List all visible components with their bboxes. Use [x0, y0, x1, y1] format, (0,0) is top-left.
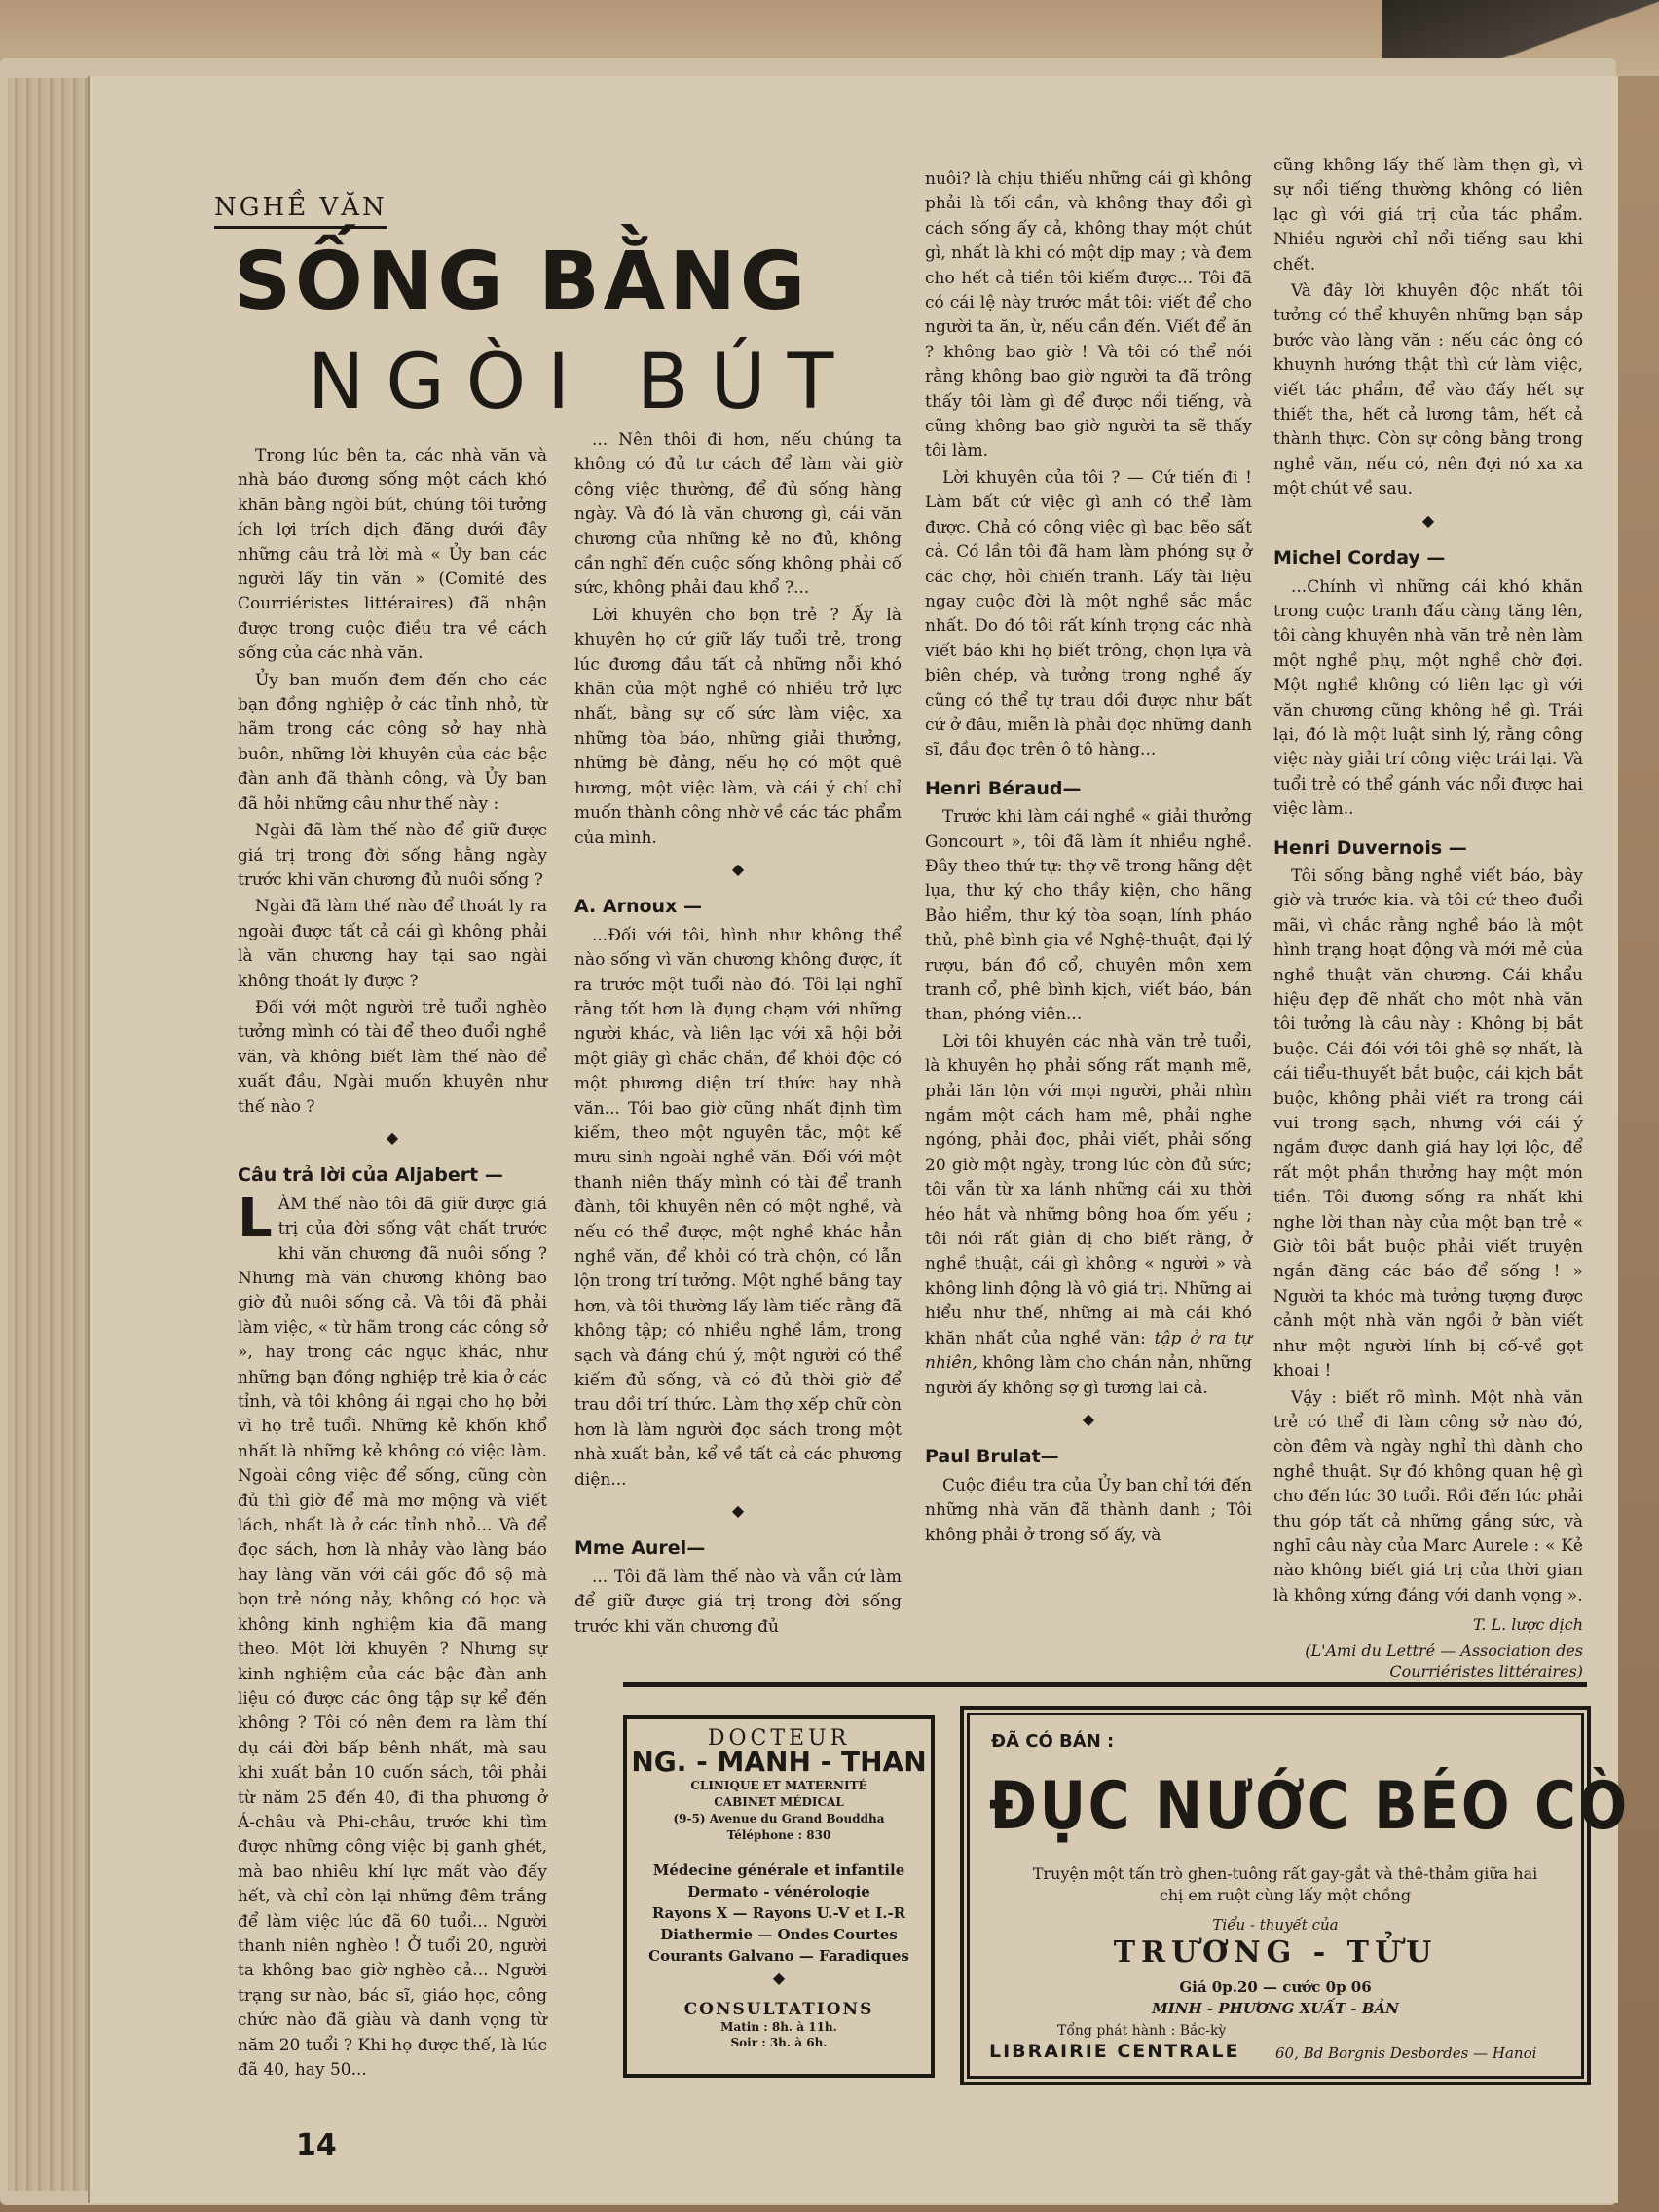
emphasis: tập ở ra tự nhiên,	[925, 1328, 1252, 1374]
page-number: 14	[296, 2128, 337, 2162]
answer-text: ...Đối với tôi, hình như không thể nào sống vì văn chương không được, ít ra trước một tuổi nào đó. Tôi lại nghĩ rằng tốt hơn là đụng chạm với những người khác, và liên lạc với xã hội bởi một giây gì chắc chắn, để khỏi độc có một phương diện trí thức hay nhà văn... Tôi bao giờ cũng nhất định tìm kiếm, theo một nguyên tắc, một kế mưu sinh ngoài nghề văn. Đối với một thanh niên thấy mình có tài để tranh đành, tôi khuyên nên có một nghề, và nếu có thể được, một nghề khác hẳn nghề văn, để khỏi có trà chộn, có lẫn lộn trong trí tưởng. Một nghề bằng tay hơn, và tôi thường lấy làm tiếc rằng đã không tập; có nhiều nghề lắm, trong sạch và đáng chú ý, một người có thể kiếm đủ sống, và có đủ thời giờ để trau dồi trí thức. Làm thợ xếp chữ còn hơn là làm người đọc sách trong một nhà xuất bản, kể về tất cả các phương diện...	[574, 925, 902, 1490]
paragraph: Lời khuyên của tôi ? — Cứ tiến đi ! Làm bất cứ việc gì anh có thể làm được. Chả có công việc gì bạc bẽo sất cả. Có lần tôi đã ham làm phóng sự ở các chợ, hỏi chiến tranh. Lấy tài liệu ngay cuộc đời là một nghề sắc mắc nhất. Do đó tôi rất kính trọng các nhà viết báo khi họ biết trông, chọn lựa và biên chép, và tưởng trong nghề ấy cũng có thể tự trau dồi được như bất cứ ở đâu, miễn là phải đọc những danh sĩ, đầu đọc trên ô tô hàng...	[925, 467, 1252, 760]
answer-text: ÀM thế nào tôi đã giữ được giá trị của đời sống vật chất trước khi văn chương đã nuôi sống ? Nhưng mà văn chương không bao giờ đủ nuôi sống cả. Và tôi đã phải làm việc, « từ hãm trong các công sở », hay trong các ngục khác, như những bạn đồng nghiệp trẻ kia ở các tỉnh, và tôi không ái ngại cho họ bởi vì họ trẻ tuổi. Những kẻ khốn khổ nhất là những kẻ không có việc làm. Ngoài công việc để sống, cũng còn đủ thì giờ để mà mơ mộng và viết lách, nhất là ở các tỉnh nhỏ... Và để đọc sách, hơn là nhảy vào làng báo hay làng văn với cái gốc đồ sộ mà bọn trẻ nóng nảy, không có học và không kinh nghiệm kia đã mang theo. Một lời khuyên ? Nhưng sự kinh nghiệm của các bậc đàn anh liệu có được các ông tập sự kể đến không ? Tôi có nên đem ra làm thí dụ cái đời bấp bênh nhất, mà sau khi xuất bản 10 cuốn sách, tôi phải từ năm 25 đến 40, đi tha phương ở Á-châu và Phi-châu, trước khi tìm được những công việc bị ganh ghét, mà bao nhiêu khí lực mất vào đấy hết, và chỉ còn lại những đêm trắng để làm việc lúc đã 60 tuổi... Người thanh niên nghèo ! Ở tuổi 20, người ta không bao giờ nghèo cả... Người trạng sư nào, bác sĩ, giáo học, công chức nào đã giàu và danh vọng từ năm 20 tuổi ? Khi họ được thế, là lúc đã 40, hay 50...	[238, 1194, 547, 2080]
paragraph: cũng không lấy thế làm thẹn gì, vì sự nổi tiếng thường không có liên lạc gì với giá trị của tác phẩm. Nhiều người chỉ nổi tiếng sau khi chết.	[1273, 156, 1583, 275]
ad-book-description: Truyện một tấn trò ghen-tuông rất gay-gắt và thê-thảm giữa hai chị em ruột cùng lấy một chồng	[1032, 1864, 1538, 1904]
separator-diamond: ◆	[731, 1501, 745, 1521]
section-label: NGHỀ VĂN	[214, 193, 387, 229]
intro-paragraph: Trong lúc bên ta, các nhà văn và nhà báo đương sống một cách khó khăn bằng ngòi bút, chúng tôi tưởng ích lợi trích dịch đăng dưới đây những câu trả lời mà « Ủy ban các người lấy tin văn » (Comité des Courriéristes littéraires) đã nhận được trong cuộc điều tra về cách sống của các nhà văn.	[238, 446, 547, 664]
ad-available-label: ĐÃ CÓ BÁN :	[991, 1731, 1115, 1751]
column-1	[238, 444, 547, 2084]
article-title-line2: NGÒI BÚT	[308, 339, 856, 426]
answer-heading: Henri Béraud—	[925, 777, 1082, 799]
paragraph: Và đây lời khuyên độc nhất tôi tưởng có thể khuyên những bạn sắp bước vào làng văn : nếu các ông có khuynh hướng thật thì cứ làm việc, viết tác phẩm, để vào đấy hết sự thiết tha, hết cả lương tâm, hết cả thành thực. Còn sự công bằng trong nghề văn, nếu có, nên đợi nó xa xa một chút về sau.	[1273, 281, 1583, 499]
ad-doctor-label: DOCTEUR	[707, 1726, 851, 1751]
answer-text: Cuộc điều tra của Ủy ban chỉ tới đến những nhà văn đã thành danh ; Tôi không phải ở trong số ấy, và	[925, 1475, 1252, 1545]
answer-heading: Mme Aurel—	[574, 1537, 706, 1560]
ad-line: CLINIQUE ET MATERNITÉ	[690, 1779, 867, 1792]
separator-diamond: ◆	[1082, 1409, 1095, 1428]
separator-diamond: ◆	[731, 859, 745, 878]
answer-heading: Michel Corday —	[1273, 547, 1446, 570]
intro-paragraph: Ủy ban muốn đem đến cho các bạn đồng nghiệp ở các tỉnh nhỏ, từ hãm trong các công sở hay nhà buôn, những lời khuyên của các bậc đàn anh đã thành công, và Ủy ban đã hỏi những câu như thế này :	[238, 670, 547, 814]
answer-text: Tôi sống bằng nghề viết báo, bây giờ và trước kia. và tôi cứ theo đuổi mãi, vì chắc rằng nghề báo là một hình trạng hoạt động và mới mẻ của nghề thuật văn chương. Cái khẩu hiệu đẹp đẽ nhất cho một nhà văn tôi tưởng là câu này : Không bị bắt buộc. Cái đói với tôi ghê sợ nhất, là cái tiểu-thuyết bắt buộc, cái kịch bắt buộc, không phải viết ra trong cái vui trong sạch, nhưng với cái ý ngắm được danh giá hay lợi lộc, để rất một phần thưởng hay một món tiền. Tôi đương sống ra nhất khi nghe lời than này của một bạn trẻ « Giờ tôi bắt buộc phải viết truyện ngắn đăng các báo để sống ! » Người ta khóc mà tưởng tượng được cảnh một nhà văn ngồi ở bàn viết như một người lính bị cố-về gọt khoai !	[1273, 866, 1583, 1382]
ad-book-publisher: MINH - PHƯƠNG XUẤT - BẢN	[1152, 2000, 1399, 2017]
drop-cap: L	[238, 1186, 273, 1250]
answer-text-part: Lời tôi khuyên các nhà văn trẻ tuổi, là khuyên họ phải sống rất mạnh mẽ, phải lăn lộn với mọi người, phải nhìn ngắm một cách ham mê, phải nghe ngóng, phải đọc, phải viết, phải sống 20 giờ một ngày, trong lúc còn đủ sức; tôi vẫn từ xa lánh những cái xu thời héo hắt và những bông hoa ốm yếu ; tôi nói rất giản dị cho biết rằng, ở nghề thuật, cái gì không « người » và không linh động là vô giá trị. Những ai hiểu như thế, những ai mà cái khó khăn nhất của nghề văn:	[925, 1031, 1252, 1348]
answer-text: Trước khi làm cái nghề « giải thưởng Goncourt », tôi đã làm ít nhiều nghề. Đây theo thứ tự: thợ vẽ trong hãng dệt lụa, thư ký cho thầy kiện, cho hãng Bảo hiểm, thư ký tòa soạn, lính pháo thủ, phê bình gia về Nghệ-thuật, đại lý rượu, bán đồ cổ, chuyên môn xem tranh cổ, phê bình kịch, viết báo, bán than, phóng viên...	[925, 807, 1252, 1025]
separator-diamond: ◆	[386, 1127, 399, 1147]
ad-book-library: LIBRAIRIE CENTRALE	[989, 2041, 1240, 2062]
ad-book-genre: Tiểu - thuyết của	[1212, 1916, 1339, 1934]
ad-service: Courants Galvano — Faradiques	[648, 1947, 909, 1965]
separator-diamond: ◆	[772, 1969, 786, 1987]
ad-service: Rayons X — Rayons U.-V et I.-R	[651, 1904, 906, 1922]
ad-book-title: ĐỤC NƯỚC BÉO CÒ	[989, 1768, 1630, 1845]
source-credit: (L'Ami du Lettré — Association des Courriéristes littéraires)	[1305, 1641, 1583, 1681]
column-2	[574, 428, 902, 1641]
question: Đối với một người trẻ tuổi nghèo tưởng mình có tài để theo đuổi nghề văn, và không biết làm thế nào để xuất đầu, Ngài muốn khuyên như thế nào ?	[238, 997, 547, 1117]
translator-credit: T. L. lược dịch	[1472, 1615, 1583, 1635]
question: Ngài đã làm thế nào để giữ được giá trị trong đời sống hằng ngày trước khi văn chương đủ nuôi sống ?	[238, 821, 547, 890]
ad-line: (9-5) Avenue du Grand Bouddha	[673, 1812, 885, 1825]
ad-hours: Soir : 3h. à 6h.	[730, 2036, 828, 2049]
answer-text: ... Tôi đã làm thế nào và vẫn cứ làm để giữ được giá trị trong đời sống trước khi văn chương đủ	[574, 1567, 902, 1637]
ad-service: Diathermie — Ondes Courtes	[660, 1926, 898, 1943]
answer-heading: Paul Brulat—	[925, 1446, 1059, 1468]
ad-line: CABINET MÉDICAL	[714, 1795, 844, 1809]
ad-services	[627, 1860, 931, 1967]
ad-book-distributor: Tổng phát hành : Bắc-kỳ	[1057, 2023, 1227, 2039]
paragraph: ... Nên thôi đi hơn, nếu chúng ta không có đủ tư cách để làm vài giờ công việc thường, để đủ sống hàng ngày. Và đó là văn chương gì, cái văn chương của những kẻ no đủ, không cần nghĩ đến cuộc sống không phải cố sức, không phải đau khổ ?...	[574, 430, 902, 599]
answer-heading: Câu trả lời của Aljabert —	[238, 1164, 503, 1187]
ad-line: Téléphone : 830	[726, 1828, 831, 1842]
paragraph: Lời khuyên cho bọn trẻ ? Ấy là khuyên họ cứ giữ lấy tuổi trẻ, trong lúc đương đầu tất cả những nỗi khó khăn của một nghề có nhiều trở lực nhất, bằng sự cố sức làm việc, xa những tòa báo, những giải thưởng, những bè đảng, nếu họ có một quê hương, một việc làm, và cái ý chí chỉ muốn thành công nhờ về các tác phẩm của mình.	[574, 605, 902, 848]
article-title-line1: SỐNG BẰNG	[234, 236, 810, 328]
answer-text: ...Chính vì những cái khó khăn trong cuộc tranh đấu càng tăng lên, tôi càng khuyên nhà văn trẻ nên làm một nghề phụ, một nghề chờ đợi. Một nghề không có liên lạc gì với văn chương cũng không hề gì. Trái lại, đó là một luật sinh lý, rằng công việc này giải trí công việc trái lại. Và tuổi trẻ có thể gánh vác nổi được hai việc làm..	[1273, 576, 1583, 820]
ad-book-address: 60, Bd Borgnis Desbordes — Hanoi	[1275, 2045, 1537, 2062]
ad-doctor-name: NG. - MANH - THAN	[631, 1746, 927, 1778]
column-4	[1273, 154, 1583, 1681]
answer-heading: A. Arnoux —	[574, 896, 702, 918]
paragraph: nuôi? là chịu thiếu những cái gì không phải là tối cần, và không thay đổi gì cách sống ấy cả, không thay một chút gì, nhất là khi có một dịp may ; và đem cho hết cả tiền tôi kiếm được... Tôi đã có cái lệ này trước mắt tôi: viết để cho người ta ăn, ừ, nếu cần đến. Viết để ăn ? không bao giờ ! Và tôi có thể nói rằng không bao giờ người ta đã trông thấy tôi làm gì để được nổi tiếng, và cũng không bao giờ người ta sẽ thấy tôi làm.	[925, 169, 1252, 461]
ad-service: Médecine générale et infantile	[652, 1862, 905, 1879]
column-3	[925, 167, 1252, 1550]
answer-heading: Henri Duvernois —	[1273, 836, 1467, 859]
separator-diamond: ◆	[1421, 510, 1435, 530]
question: Ngài đã làm thế nào để thoát ly ra ngoài được tất cả cái gì không phải là văn chương hay tại sao ngài không thoát ly được ?	[238, 897, 547, 991]
answer-text: Vậy : biết rõ mình. Một nhà văn trẻ có thể đi làm công sở nào đó, còn đêm và ngày nghỉ thì dành cho nghề thuật. Sự đó không quan hệ gì cho đến lúc 30 tuổi. Rồi đến lúc phải thu góp tất cả những gắng sức, và nghĩ câu này của Marc Aurele : « Kẻ nào không biết giá trị của thời gian là không xứng đáng với danh vọng ».	[1273, 1387, 1583, 1605]
ad-hours: Matin : 8h. à 11h.	[720, 2020, 837, 2034]
doctor-advertisement	[623, 1715, 935, 2078]
ad-consultations: CONSULTATIONS	[683, 2000, 874, 2019]
ad-book-author: TRƯƠNG - TỬU	[1113, 1936, 1438, 1970]
ad-service: Dermato - vénérologie	[687, 1883, 870, 1900]
ad-book-price: Giá 0p.20 — cước 0p 06	[1179, 1978, 1372, 1996]
horizontal-rule	[623, 1682, 1587, 1687]
answer-text-part: không làm cho chán nản, những người ấy không sợ gì tương lai cả.	[925, 1353, 1252, 1398]
book-advertisement	[960, 1706, 1630, 2085]
answer-text	[925, 1030, 1252, 1401]
